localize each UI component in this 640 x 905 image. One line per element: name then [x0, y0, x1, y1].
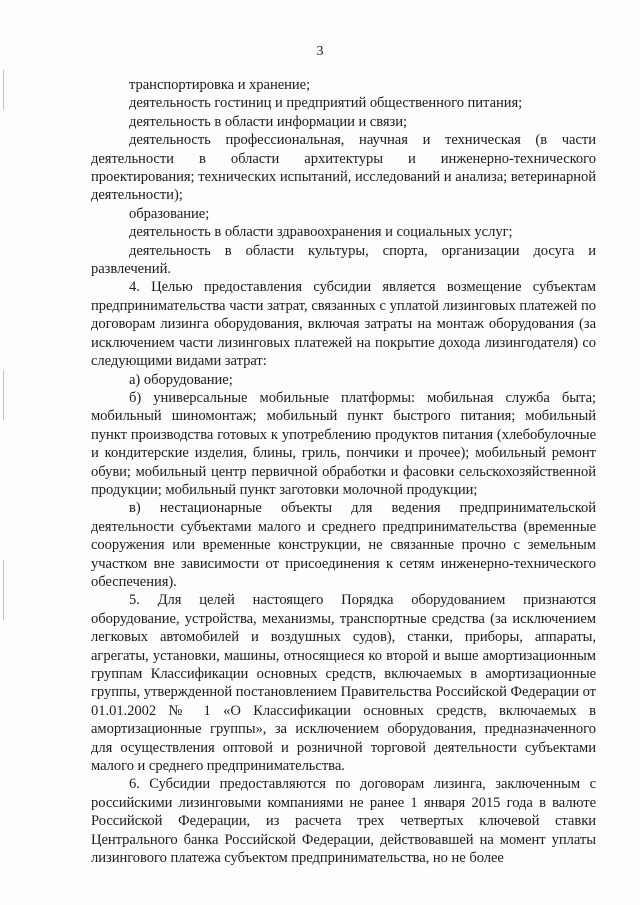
scan-margin-mark [3, 370, 4, 420]
list-item-information: деятельность в области информации и связи; [129, 113, 408, 130]
subitem-a: а) оборудование; [129, 371, 233, 388]
scan-margin-mark [3, 560, 4, 620]
paragraph-4: 4. Целью предоставления субсидии является возмещение субъектам предпринимательства части затрат, связанных с уплатой лизинговых платежей по договорам лизинга оборудования, включая затраты на монтаж оборудования (за исключением части лизинговых платежей на покрытие дохода лизингодателя) со следующими видами затрат: [91, 279, 596, 370]
subitem-b: б) универсальные мобильные платформы: мобильная служба быта; мобильный шиномонтаж; мобильный пункт быстрого питания; мобильный пункт производства готовых к употреблению продуктов питания (хлебобулочные и кондитерские изделия, блины, гриль, пончики и прочее); мобильный ремонт обуви; мобильный центр первичной обработки и фасовки сельскохозяйственной продукции; мобильный пункт заготовки молочной продукции; [91, 389, 596, 498]
subitem-v: в) нестационарные объекты для ведения предпринимательской деятельности субъектами малого и среднего предпринимательства (временные сооружения или временные конструкции, не связанные прочно с земельным участком вне зависимости от присоединения к сетям инженерно-технического обеспечения). [91, 500, 596, 590]
list-item-culture: деятельность в области культуры, спорта, организации досуга и развлечений. [91, 242, 596, 278]
paragraph-6: 6. Субсидии предоставляются по договорам лизинга, заключенным с российскими лизинговыми компаниями не ранее 1 января 2015 года в валюте Российской Федерации, из расчета трех четвертых ключевой ставки Центрального банка Российской Федерации, действовавшей на момент уплаты лизингового платежа субъектом предпринимательства, но не более [91, 776, 596, 867]
list-item-transport: транспортировка и хранение; [129, 77, 311, 93]
document-body [91, 76, 596, 867]
scan-margin-mark [3, 70, 4, 110]
page-number: 3 [316, 44, 324, 59]
paragraph-5: 5. Для целей настоящего Порядка оборудованием признаются оборудование, устройства, механизмы, транспортные средства (за исключением легковых автомобилей и воздушных судов), станки, приборы, аппараты, агрегаты, установки, машины, относящиеся ко второй и выше амортизационным группам Классификации основных средств, включаемых в амортизационные группы, утвержденной постановлением Правительства Российской Федерации от 01.01.2002 № 1 «О Классификации основных средств, включаемых в амортизационные группы», за исключением оборудования, предназначенного для осуществления оптовой и розничной торговой деятельности субъектами малого и среднего предпринимательства. [91, 592, 596, 775]
list-item-healthcare: деятельность в области здравоохранения и социальных услуг; [129, 224, 513, 241]
list-item-education: образование; [129, 205, 210, 222]
list-item-professional: деятельность профессиональная, научная и техническая (в части деятельности в области архитектуры и инженерно-технического проектирования; технических испытаний, исследований и анализа; ветеринарной деятельности); [91, 132, 596, 204]
list-item-hotels: деятельность гостиниц и предприятий общественного питания; [129, 95, 523, 112]
